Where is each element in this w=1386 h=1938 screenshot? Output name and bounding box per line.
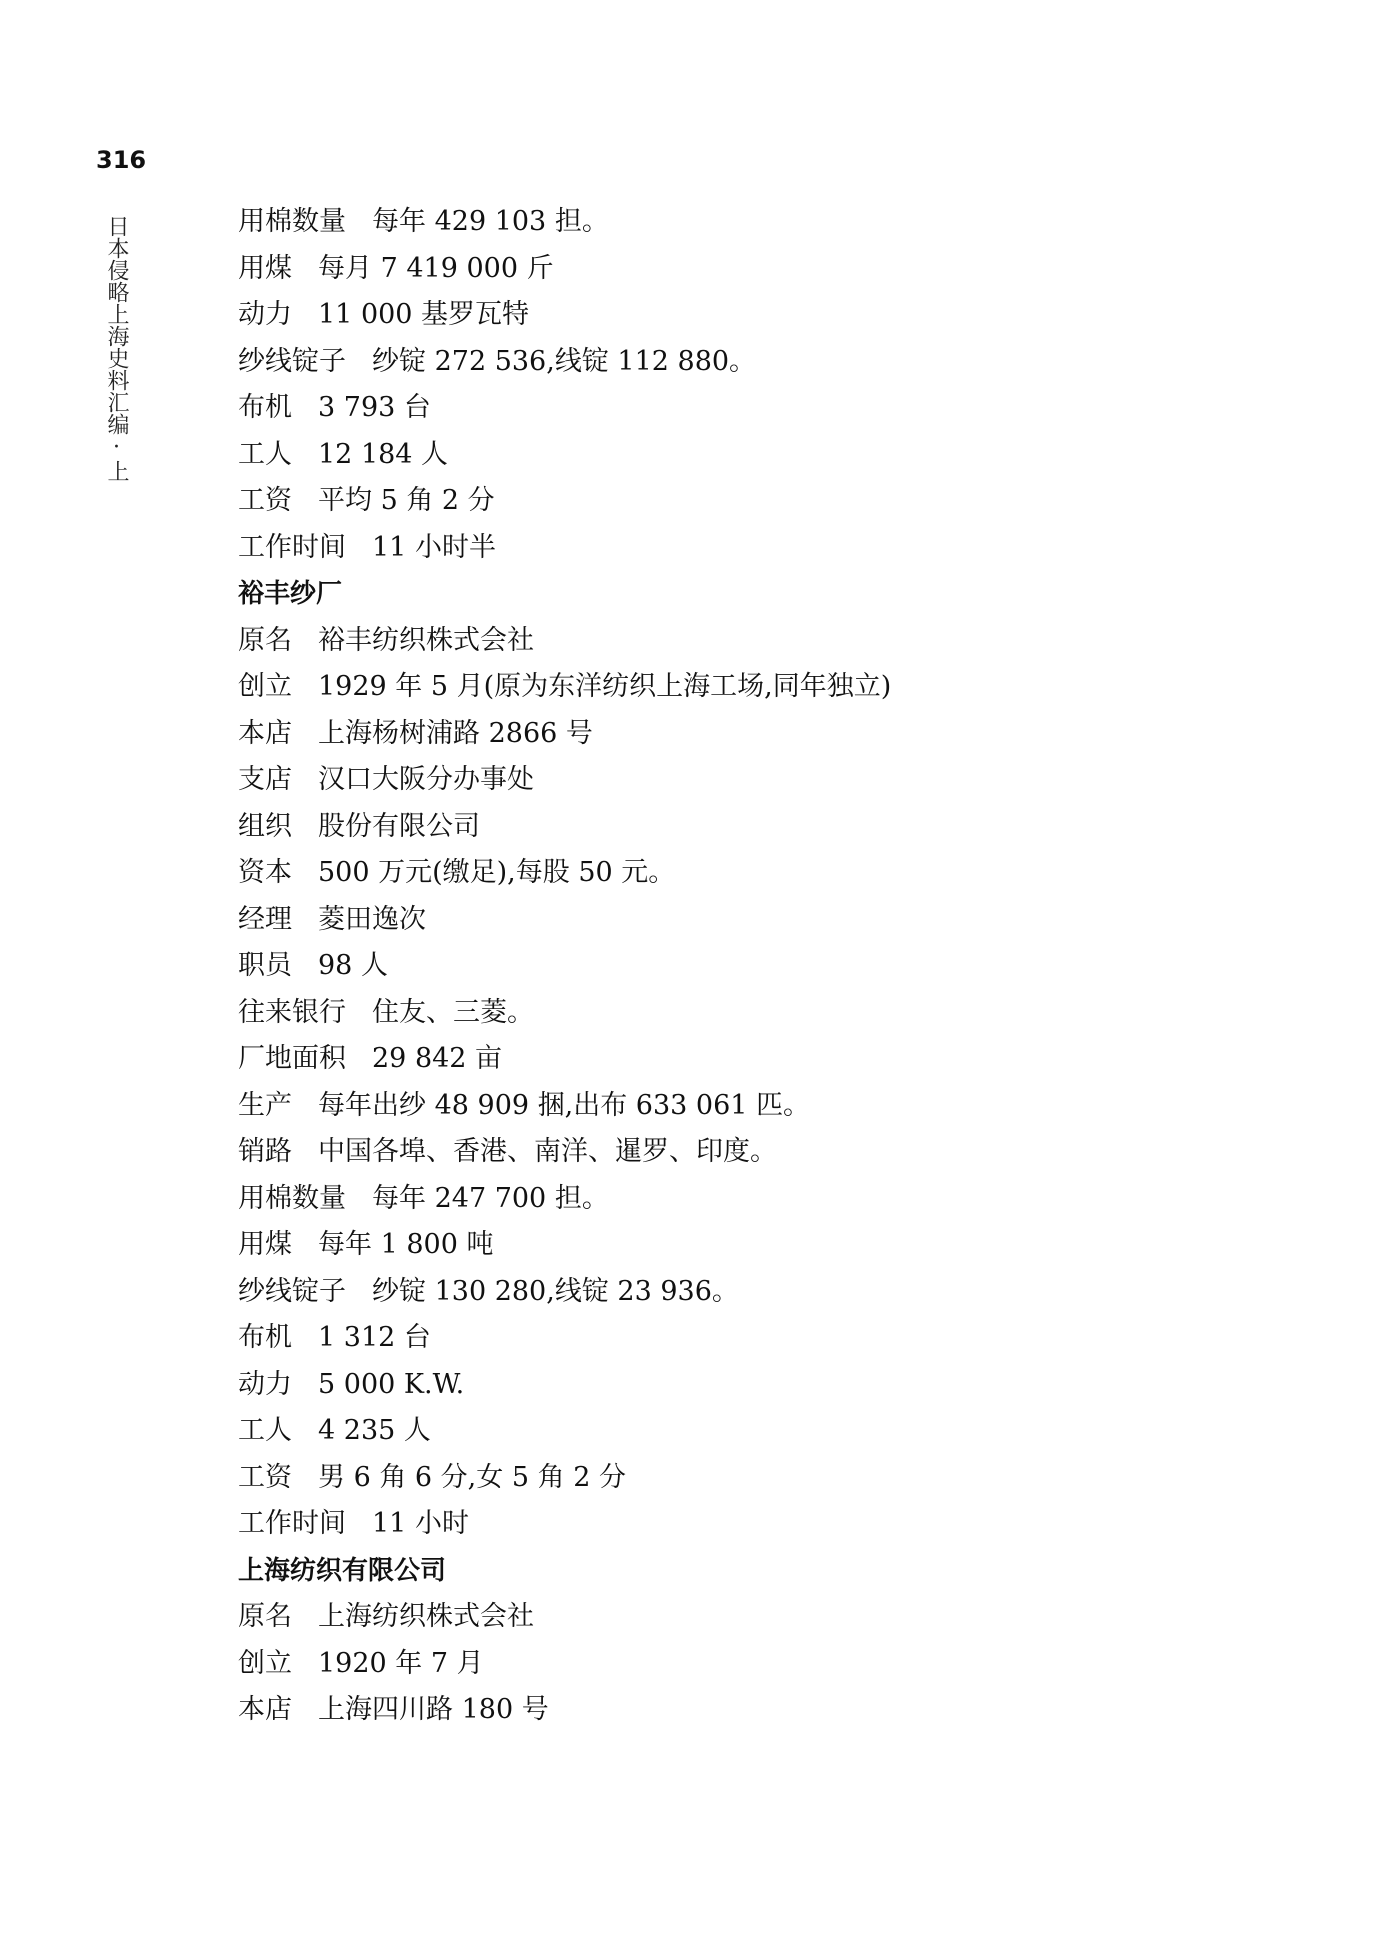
entry-line — [238, 664, 1238, 711]
entry-label: 经理 — [238, 903, 292, 935]
entry-label: 原名 — [238, 1601, 292, 1632]
entry-value: 每年出纱 48 909 捆,出布 633 061 匹。 — [318, 1089, 811, 1121]
entry-value: 500 万元(缴足),每股 50 元。 — [318, 857, 676, 888]
entry-label: 工资 — [238, 1461, 292, 1493]
entry-line — [238, 432, 1238, 479]
entry-label: 往来银行 — [238, 996, 346, 1028]
entry-line — [238, 1315, 1238, 1362]
body-text — [238, 199, 1238, 1734]
entry-label: 创立 — [238, 1647, 292, 1679]
entry-line — [238, 943, 1238, 990]
entry-label: 工作时间 — [238, 1508, 346, 1539]
entry-label: 动力 — [238, 1368, 292, 1400]
entry-label: 厂地面积 — [238, 1043, 346, 1074]
page-number: 316 — [96, 146, 147, 174]
entry-label: 资本 — [238, 857, 292, 888]
entry-label: 销路 — [238, 1136, 292, 1167]
entry-line — [238, 1083, 1238, 1130]
entry-line — [238, 1594, 1238, 1641]
entry-label: 工资 — [238, 485, 292, 516]
entry-value: 4 235 人 — [318, 1415, 431, 1446]
entry-label: 用棉数量 — [238, 1182, 346, 1214]
entry-line — [238, 1501, 1238, 1548]
entry-value: 98 人 — [318, 950, 388, 981]
entry-value: 29 842 亩 — [372, 1043, 503, 1074]
entry-value: 男 6 角 6 分,女 5 角 2 分 — [318, 1461, 626, 1493]
entry-label: 生产 — [238, 1089, 292, 1121]
entry-line — [238, 1362, 1238, 1409]
entry-value: 5 000 K.W. — [318, 1368, 465, 1400]
entry-label: 支店 — [238, 764, 292, 795]
entry-line — [238, 850, 1238, 897]
entry-line — [238, 1641, 1238, 1688]
entry-value: 3 793 台 — [318, 392, 431, 423]
entry-line — [238, 478, 1238, 525]
entry-line — [238, 292, 1238, 339]
entry-line — [238, 757, 1238, 804]
entry-value: 菱田逸次 — [318, 903, 426, 935]
entry-value: 住友、三菱。 — [372, 996, 534, 1028]
entry-value: 1920 年 7 月 — [318, 1647, 484, 1679]
entry-line — [238, 199, 1238, 246]
entry-label: 布机 — [238, 1322, 292, 1353]
entry-line — [238, 618, 1238, 665]
entry-label: 工人 — [238, 1415, 292, 1446]
entry-value: 每年 429 103 担。 — [372, 206, 609, 237]
entry-value: 纱锭 272 536,线锭 112 880。 — [372, 345, 757, 377]
entry-value: 每年 1 800 吨 — [318, 1229, 494, 1260]
entry-label: 工人 — [238, 438, 292, 470]
entry-value: 纱锭 130 280,线锭 23 936。 — [372, 1275, 739, 1307]
entry-line — [238, 1408, 1238, 1455]
entry-value: 汉口大阪分办事处 — [318, 764, 534, 795]
entry-value: 中国各埠、香港、南洋、暹罗、印度。 — [318, 1136, 777, 1167]
entry-label: 职员 — [238, 950, 292, 981]
entry-label: 布机 — [238, 392, 292, 423]
entry-value: 上海四川路 180 号 — [318, 1694, 549, 1725]
entry-label: 组织 — [238, 810, 292, 842]
entry-line — [238, 1129, 1238, 1176]
entry-value: 1 312 台 — [318, 1322, 431, 1353]
entry-line — [238, 525, 1238, 572]
entry-line — [238, 1269, 1238, 1316]
entry-value: 股份有限公司 — [318, 810, 480, 842]
entry-line — [238, 897, 1238, 944]
entry-line — [238, 711, 1238, 758]
entry-label: 动力 — [238, 299, 292, 330]
entry-label: 原名 — [238, 624, 292, 656]
entry-value: 上海杨树浦路 2866 号 — [318, 717, 593, 749]
entry-line — [238, 990, 1238, 1037]
entry-line — [238, 1222, 1238, 1269]
entry-line — [238, 1687, 1238, 1734]
entry-label: 用棉数量 — [238, 206, 346, 237]
entry-value: 11 小时 — [372, 1508, 469, 1539]
entry-label: 本店 — [238, 717, 292, 749]
entry-line — [238, 1036, 1238, 1083]
entry-line — [238, 385, 1238, 432]
entry-line — [238, 804, 1238, 851]
entry-value: 上海纺织株式会社 — [318, 1601, 534, 1632]
entry-value: 12 184 人 — [318, 438, 449, 470]
entry-label: 创立 — [238, 671, 292, 702]
entry-value: 裕丰纺织株式会社 — [318, 624, 534, 656]
entry-value: 11 小时半 — [372, 531, 496, 563]
entry-value: 每月 7 419 000 斤 — [318, 252, 554, 284]
entry-label: 纱线锭子 — [238, 345, 346, 377]
entry-line — [238, 1455, 1238, 1502]
entry-line — [238, 339, 1238, 386]
entry-line — [238, 1176, 1238, 1223]
entry-label: 本店 — [238, 1694, 292, 1725]
company-heading: 裕丰纱厂 — [238, 579, 343, 609]
company-heading: 上海纺织有限公司 — [238, 1555, 447, 1586]
entry-value: 每年 247 700 担。 — [372, 1182, 609, 1214]
entry-value: 平均 5 角 2 分 — [318, 485, 495, 516]
running-head: 日本侵略上海史料汇编·上 — [104, 215, 129, 482]
entry-line — [238, 246, 1238, 293]
entry-value: 1929 年 5 月(原为东洋纺织上海工场,同年独立) — [318, 671, 892, 702]
entry-label: 工作时间 — [238, 531, 346, 563]
entry-value: 11 000 基罗瓦特 — [318, 299, 530, 330]
entry-label: 纱线锭子 — [238, 1275, 346, 1307]
entry-label: 用煤 — [238, 252, 292, 284]
entry-label: 用煤 — [238, 1229, 292, 1260]
